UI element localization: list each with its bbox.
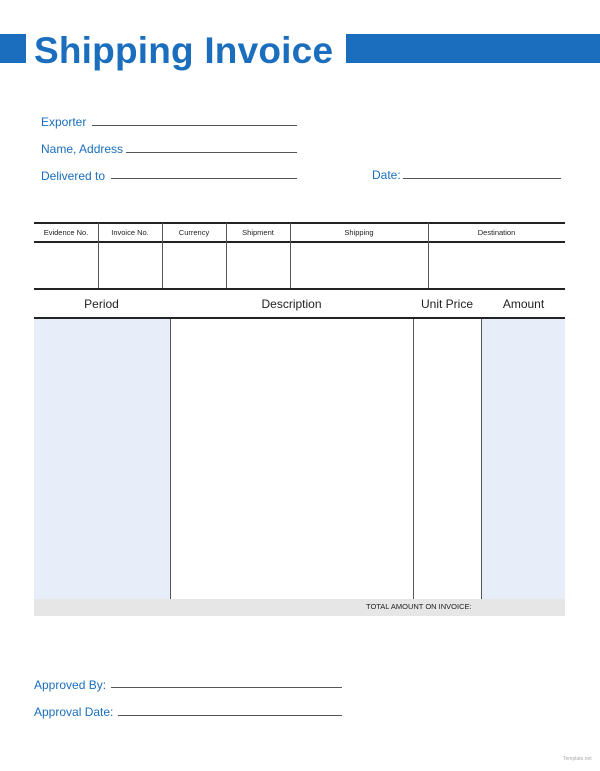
page-title: Shipping Invoice	[34, 30, 334, 71]
unit-price-column-cell[interactable]	[414, 319, 482, 599]
description-column-cell[interactable]	[171, 319, 413, 599]
header-bar-right	[346, 34, 600, 63]
shipment-table-top-border	[34, 222, 565, 224]
cell-shipping[interactable]	[291, 243, 427, 287]
items-col-divider	[481, 319, 482, 599]
name-address-field[interactable]	[126, 152, 297, 153]
header-bar-left	[0, 34, 26, 63]
shipment-table-bottom-border	[34, 288, 565, 290]
cell-invoice-no[interactable]	[99, 243, 161, 287]
delivered-to-field[interactable]	[111, 178, 297, 179]
total-amount-label: TOTAL AMOUNT ON INVOICE:	[366, 602, 472, 611]
amount-column-cell[interactable]	[482, 319, 565, 599]
exporter-label: Exporter	[41, 115, 87, 129]
col-header-destination: Destination	[477, 228, 516, 237]
col-header-shipping: Shipping	[344, 228, 374, 237]
name-address-label: Name, Address	[41, 142, 124, 156]
col-header-evidence-no: Evidence No.	[43, 228, 89, 237]
col-header-currency: Currency	[178, 228, 210, 237]
delivered-to-label: Delivered to	[41, 169, 106, 183]
period-column-cell[interactable]	[34, 319, 170, 599]
col-header-unit-price: Unit Price	[420, 297, 473, 311]
col-header-shipment: Shipment	[242, 228, 274, 237]
col-header-invoice-no: Invoice No.	[111, 228, 149, 237]
approved-by-label: Approved By:	[34, 678, 107, 692]
cell-destination[interactable]	[429, 243, 564, 287]
total-row	[34, 599, 565, 616]
date-field[interactable]	[403, 178, 561, 179]
date-label: Date:	[372, 168, 401, 182]
col-header-period: Period	[84, 297, 119, 311]
exporter-field[interactable]	[92, 125, 297, 126]
cell-currency[interactable]	[163, 243, 225, 287]
items-col-divider	[413, 319, 414, 599]
cell-shipment[interactable]	[227, 243, 289, 287]
cell-evidence-no[interactable]	[35, 243, 97, 287]
watermark: Template.net	[563, 756, 592, 762]
approved-by-field[interactable]	[111, 687, 342, 688]
col-header-description: Description	[261, 297, 322, 311]
items-col-divider	[170, 319, 171, 599]
col-header-amount: Amount	[502, 297, 545, 311]
approval-date-field[interactable]	[118, 715, 342, 716]
approval-date-label: Approval Date:	[34, 705, 114, 719]
